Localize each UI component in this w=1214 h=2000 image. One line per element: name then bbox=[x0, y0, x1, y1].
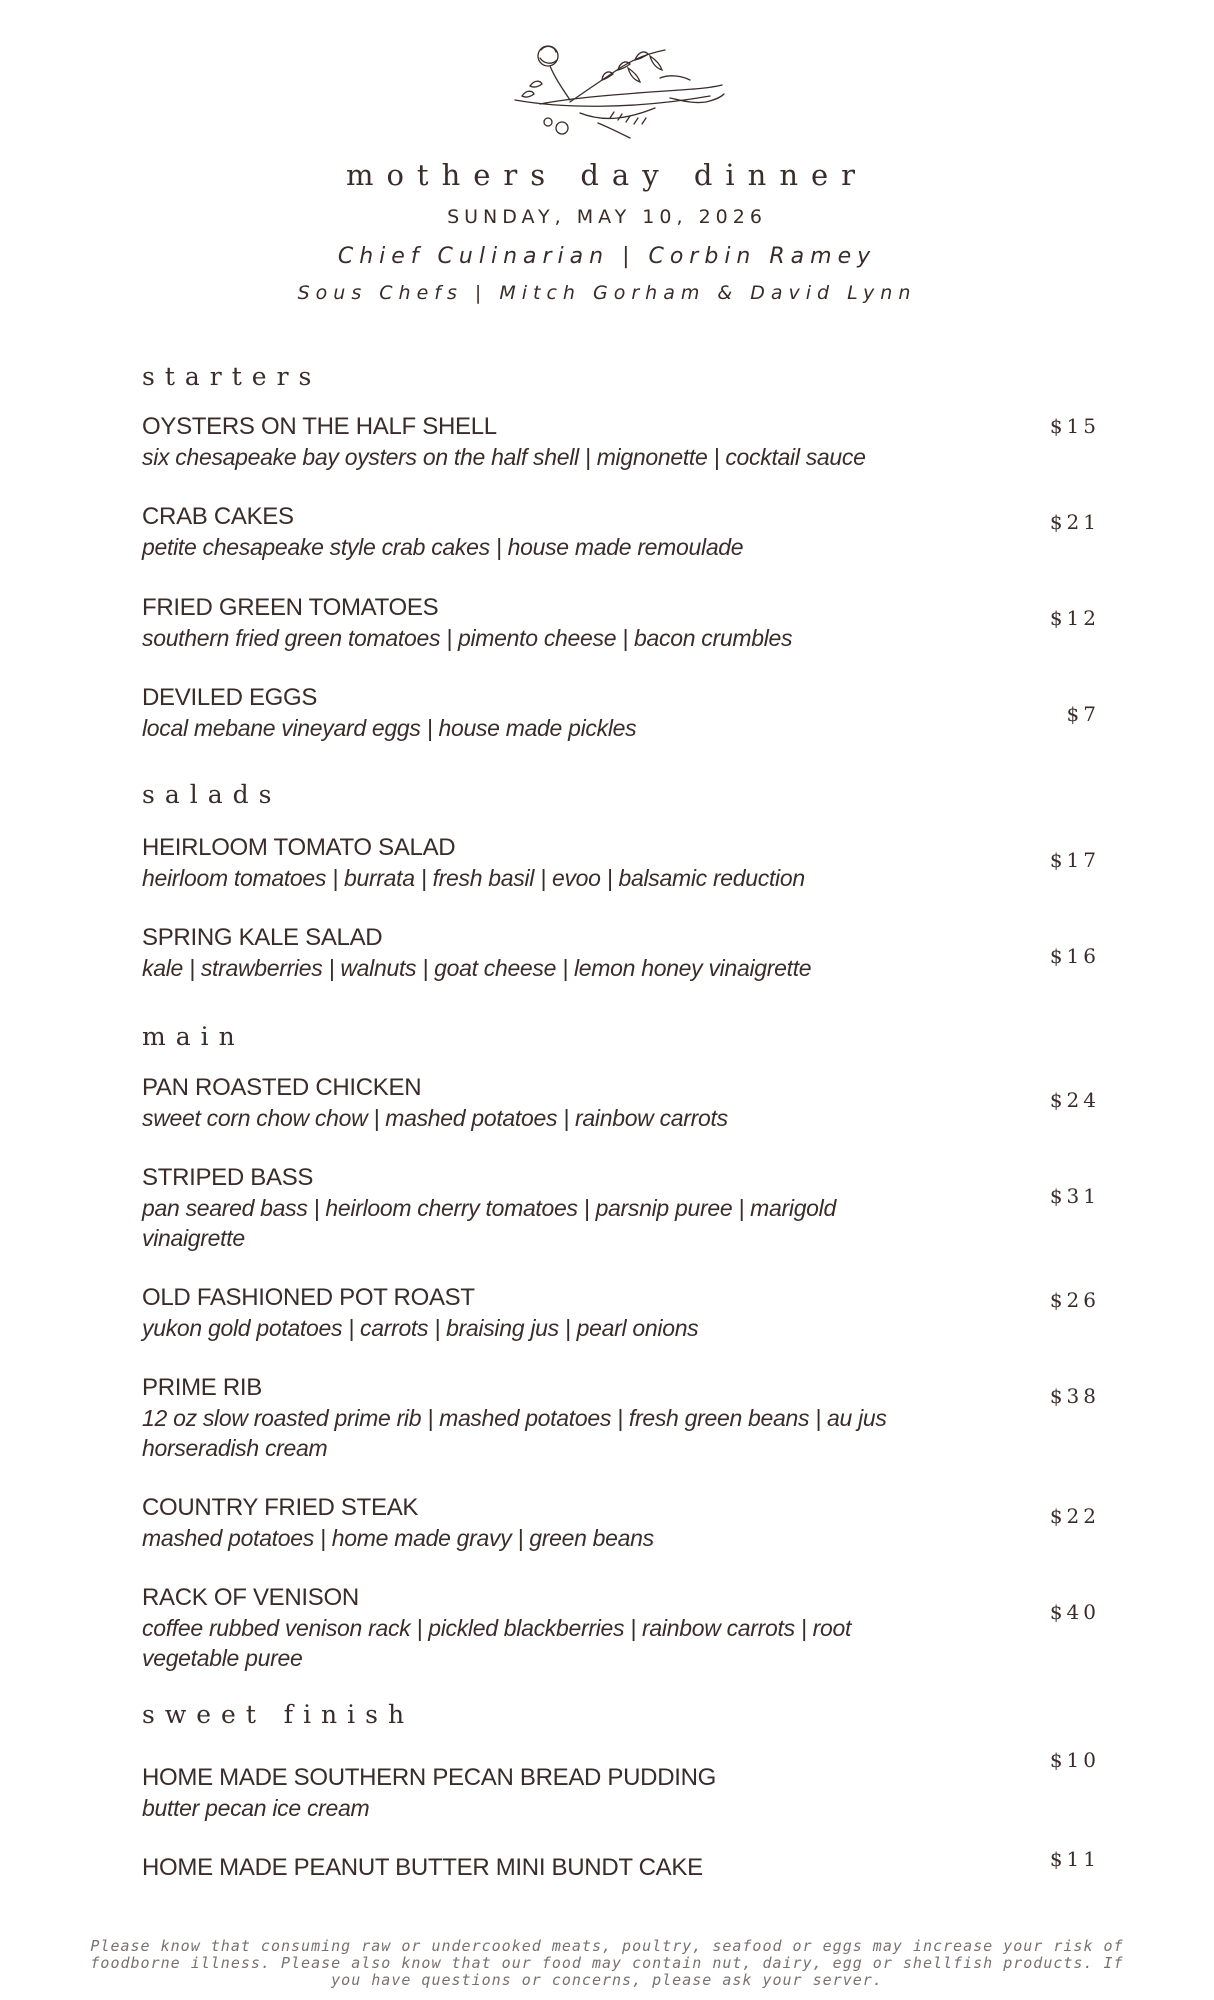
item-description: yukon gold potatoes | carrots | braising jus | pearl onions bbox=[142, 1315, 699, 1341]
section-title-salads: salads bbox=[142, 780, 282, 809]
item-description: southern fried green tomatoes | pimento cheese | bacon crumbles bbox=[142, 625, 793, 651]
item-name: DEVILED EGGS bbox=[142, 684, 318, 711]
item-name: HOME MADE SOUTHERN PECAN BREAD PUDDING bbox=[142, 1764, 716, 1791]
menu-item bbox=[142, 1073, 942, 1133]
item-price: $7 bbox=[1066, 702, 1100, 726]
event-date: SUNDAY, MAY 10, 2026 bbox=[447, 206, 767, 228]
item-price: $17 bbox=[1049, 848, 1100, 872]
menu-item bbox=[142, 1853, 942, 1883]
item-name: COUNTRY FRIED STEAK bbox=[142, 1494, 419, 1521]
section-title-starters: starters bbox=[142, 362, 322, 391]
item-name: STRIPED BASS bbox=[142, 1164, 314, 1191]
floral-sprig-icon bbox=[510, 38, 730, 148]
item-name: SPRING KALE SALAD bbox=[142, 924, 383, 951]
menu-item bbox=[142, 502, 942, 562]
menu-title: mothers day dinner bbox=[345, 158, 869, 192]
item-description: heirloom tomatoes | burrata | fresh basil | evoo | balsamic reduction bbox=[142, 865, 805, 891]
allergy-disclaimer: Please know that consuming raw or undercooked meats, poultry, seafood or eggs may increase your risk of foodborne illness. Please also know that our food may contain nut, dairy, egg or shellfish products. If you have questions or concerns, please ask your server. bbox=[90, 1937, 1124, 1989]
item-description: 12 oz slow roasted prime rib | mashed potatoes | fresh green beans | au jus horseradish cream bbox=[142, 1405, 887, 1461]
item-description: petite chesapeake style crab cakes | house made remoulade bbox=[142, 534, 744, 560]
menu-item bbox=[142, 923, 942, 983]
item-name: PRIME RIB bbox=[142, 1374, 262, 1401]
menu-item bbox=[142, 1493, 942, 1553]
menu-item bbox=[142, 1583, 922, 1673]
menu-item bbox=[142, 1283, 942, 1343]
menu-item bbox=[142, 683, 942, 743]
item-price: $26 bbox=[1049, 1288, 1100, 1312]
item-price: $22 bbox=[1049, 1504, 1100, 1528]
item-name: OYSTERS ON THE HALF SHELL bbox=[142, 413, 497, 440]
item-price: $38 bbox=[1049, 1384, 1100, 1408]
item-price: $16 bbox=[1049, 944, 1100, 968]
item-description: pan seared bass | heirloom cherry tomatoes | parsnip puree | marigold vinaigrette bbox=[142, 1195, 836, 1251]
item-description: sweet corn chow chow | mashed potatoes | rainbow carrots bbox=[142, 1105, 728, 1131]
item-description: local mebane vineyard eggs | house made pickles bbox=[142, 715, 637, 741]
section-title-sweet-finish: sweet finish bbox=[142, 1700, 415, 1729]
item-price: $10 bbox=[1049, 1748, 1100, 1772]
item-price: $40 bbox=[1049, 1600, 1100, 1624]
chef-line: Chief Culinarian | Corbin Ramey bbox=[337, 244, 877, 269]
item-description: six chesapeake bay oysters on the half shell | mignonette | cocktail sauce bbox=[142, 444, 866, 470]
item-name: PAN ROASTED CHICKEN bbox=[142, 1074, 422, 1101]
item-price: $31 bbox=[1049, 1184, 1100, 1208]
item-name: CRAB CAKES bbox=[142, 503, 294, 530]
item-price: $24 bbox=[1049, 1088, 1100, 1112]
item-description: kale | strawberries | walnuts | goat cheese | lemon honey vinaigrette bbox=[142, 955, 812, 981]
item-description: coffee rubbed venison rack | pickled blackberries | rainbow carrots | root vegetable puree bbox=[142, 1615, 852, 1671]
item-price: $12 bbox=[1049, 606, 1100, 630]
item-price: $21 bbox=[1049, 510, 1100, 534]
item-name: OLD FASHIONED POT ROAST bbox=[142, 1284, 475, 1311]
menu-item bbox=[142, 593, 942, 653]
item-description: mashed potatoes | home made gravy | green beans bbox=[142, 1525, 654, 1551]
item-name: FRIED GREEN TOMATOES bbox=[142, 594, 439, 621]
menu-item bbox=[142, 833, 942, 893]
item-name: RACK OF VENISON bbox=[142, 1584, 359, 1611]
menu-item bbox=[142, 412, 942, 472]
item-price: $15 bbox=[1049, 414, 1100, 438]
menu-item bbox=[142, 1763, 942, 1823]
menu-item bbox=[142, 1373, 942, 1463]
menu-item bbox=[142, 1163, 902, 1253]
item-price: $11 bbox=[1049, 1847, 1100, 1871]
item-name: HEIRLOOM TOMATO SALAD bbox=[142, 834, 456, 861]
sous-chefs-line: Sous Chefs | Mitch Gorham & David Lynn bbox=[297, 282, 917, 304]
item-description: butter pecan ice cream bbox=[142, 1795, 370, 1821]
item-name: HOME MADE PEANUT BUTTER MINI BUNDT CAKE bbox=[142, 1854, 703, 1881]
section-title-main: main bbox=[142, 1022, 245, 1051]
